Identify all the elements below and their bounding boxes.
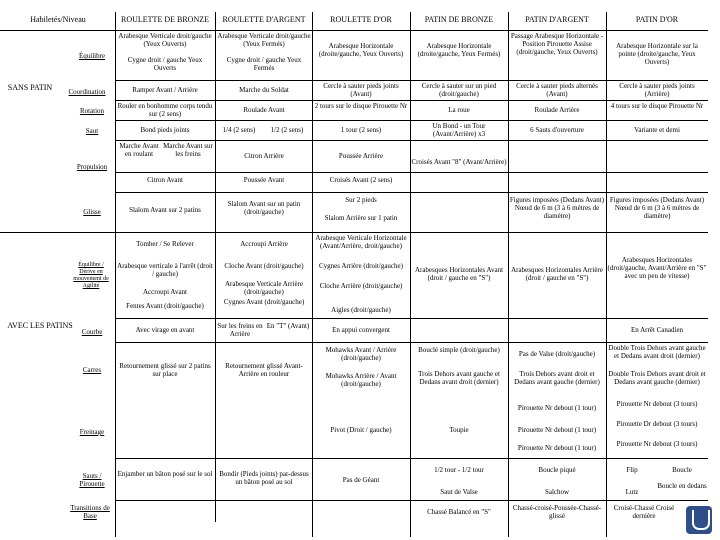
cell: Pirouette Dr debout (3 tours) <box>616 420 698 428</box>
cell: 4 tours sur le disque Pirouette Nr <box>610 102 704 110</box>
skill-freinage: Freinage <box>79 428 105 436</box>
cell: La roue <box>448 106 470 114</box>
cell: Pirouette Nr debout (3 tours) <box>616 400 698 408</box>
cell: Cloche Avant (droit/gauche) <box>224 262 304 270</box>
grid-line <box>115 192 708 193</box>
cell: Roulade Arrière <box>534 106 580 114</box>
cell: 1/4 (2 sens) <box>222 126 256 134</box>
grid-line <box>115 458 708 459</box>
skill-glisse: Glisse <box>83 208 101 216</box>
grid-line <box>115 342 708 343</box>
cell: Boucle en dedans <box>657 482 707 490</box>
cell: Retournement glissé sur 2 patins sur place <box>119 362 211 378</box>
cell: Toupie <box>449 426 469 434</box>
cell: Double Trois Dehors avant gauche et Dedans avant droit (dernier) <box>608 344 706 360</box>
cell: 2 tours sur le disque Pirouette Nr <box>314 102 408 110</box>
cell: Mohawks Arrière / Avant (droit/gauche) <box>325 372 397 388</box>
cell: Roulade Avant <box>243 106 285 114</box>
cell: Figures imposées (Dedans Avant) Nœud de 6 m (3 à 6 mètres de diamètre) <box>609 196 705 220</box>
cell: Pirouette Nr debout (1 tour) <box>517 404 597 412</box>
cell: Arabesque Horizontale (droite/gauche, Yeux Fermés) <box>417 42 501 58</box>
cell: Enjamber un bâton posé sur le sol <box>117 470 213 478</box>
cell: Boucle <box>672 466 692 474</box>
header-roulette-bronze: ROULETTE DE BRONZE <box>121 15 209 24</box>
header-patin-bronze: PATIN DE BRONZE <box>424 15 494 24</box>
cell: Arabesque Verticale Horizontale (Avant/Arrière, droit/gauche) <box>315 234 407 250</box>
grid-line <box>0 232 708 233</box>
cell: Accroupi Arrière <box>240 240 288 248</box>
cell: En appui convergent <box>332 326 390 334</box>
cell: Passage Arabesque Horizontale - Position Pirouette Assise (droit/gauche, Yeux Ouverts) <box>510 32 604 56</box>
cell: Tomber / Se Relever <box>136 240 194 248</box>
cell: Sur les freins en Arrière <box>217 322 263 338</box>
skill-saut: Saut <box>85 127 99 135</box>
skill-sauts: Sauts / Pirouette <box>79 472 105 488</box>
cell: Aigles (droit/gauche) <box>331 306 391 314</box>
skill-equilibre-derive: Équilibre / Dérive en mouvement de Agilité <box>73 262 109 289</box>
cell: En Arrêt Canadien <box>630 326 684 334</box>
cell: Arabesque verticale à l'arrêt (droit / gauche) <box>117 262 213 278</box>
cell: Marche Avant sur les freins <box>163 142 213 158</box>
cell: Bond pieds joints <box>140 126 190 134</box>
cell: Chassé Balancé en "S" <box>427 508 491 516</box>
cell: Poussée Avant <box>243 176 285 184</box>
cell: Arabesque Horizontale sur la pointe (droite/gauche, Yeux Ouverts) <box>616 42 698 66</box>
cell: 1 tour (2 sens) <box>340 126 382 134</box>
cell: Trois Dehors avant droit et Dedans avant gauche (dernier) <box>514 370 600 386</box>
cell: Arabesques Horizontales Arrière (droit / gauche en "S") <box>511 266 603 282</box>
cell: Croisés Avant (2 sens) <box>329 176 393 184</box>
cell: Pivot (Droit / gauche) <box>330 426 392 434</box>
cell: Double Trois Dehors avant droit et Dedans avant gauche (dernier) <box>608 370 706 386</box>
skill-coordination: Coordination <box>68 88 106 96</box>
cell: Pas de Valse (droit/gauche) <box>518 350 596 358</box>
cell: Ramper Avant / Arrière <box>132 86 198 94</box>
skill-rotation: Rotation <box>79 107 105 115</box>
grid-line <box>115 120 708 121</box>
cell: 6 Sauts d'ouverture <box>530 126 584 134</box>
cell: Marche Avant en roulant <box>119 142 159 158</box>
grid-line <box>115 500 708 501</box>
cell: Croisés Avant "8" (Avant/Arrière) <box>411 158 507 166</box>
cell: Croisé-Chassé Croisé dernière <box>613 504 675 520</box>
cell: Poussée Arrière <box>338 152 384 160</box>
cell: En "T" (Avant) <box>266 322 310 330</box>
cell: Arabesque Verticale droit/gauche (Yeux Ouverts) <box>118 32 212 48</box>
cell: Pirouette Nr debout (1 tour) <box>517 426 597 434</box>
home-icon[interactable] <box>686 506 712 534</box>
cell: Pirouette Nr debout (3 tours) <box>616 440 698 448</box>
skill-equilibre: Équilibre <box>78 52 106 60</box>
section-avec-patins: AVEC LES PATINS <box>7 321 73 330</box>
skill-courbe: Courbe <box>81 328 103 336</box>
cell: Cercle à sauter pieds alternés (Avant) <box>516 82 598 98</box>
skill-carres: Carres <box>82 366 102 374</box>
cell: Cercle à sauter pieds joints (Avant) <box>323 82 399 98</box>
grid-line <box>115 80 708 81</box>
cell: Arabesques Horizontales (droit/gauche, Avant/Arrière en "S" avec un peu de vitesse) <box>607 256 707 280</box>
cell: Arabesque Verticale droit/gauche (Yeux Fermés) <box>217 32 311 48</box>
grid-line <box>0 30 708 31</box>
cell: Cercle à sauter pieds joints (Arrière) <box>619 82 695 98</box>
cell: Cygnes Avant (droit/gauche) <box>223 298 305 306</box>
cell: Sur 2 pieds <box>345 196 377 204</box>
cell: Salchow <box>544 488 570 496</box>
section-sans-patin: SANS PATIN <box>7 83 53 92</box>
cell: Trois Dehors avant gauche et Dedans avant droit (dernier) <box>418 370 500 386</box>
cell: Bouclé simple (droit/gauche) <box>418 346 500 354</box>
skill-propulsion: Propulsion <box>76 163 108 171</box>
cell: Cloche Arrière (droit/gauche) <box>319 282 403 290</box>
cell: Mohawks Avant / Arrière (droit/gauche) <box>325 346 397 362</box>
cell: Slalom Arrière sur 1 patin <box>324 214 398 222</box>
cell: Figures imposées (Dedans Avant) Nœud de 6 m (3 à 6 mètres de diamètre) <box>509 196 605 220</box>
skill-transitions: Transitions de Base <box>70 504 110 520</box>
u-shape-icon <box>692 510 710 530</box>
header-skills: Habiletés/Niveau <box>30 15 86 24</box>
cell: Un Bond - un Tour (Avant/Arrière) x3 <box>432 122 486 138</box>
cell: Arabesque Horizontale (droite/gauche, Yeux Ouverts) <box>318 42 404 58</box>
grid-line <box>115 318 708 319</box>
cell: Arabesque Verticale Arrière (droit/gauche) <box>225 280 303 296</box>
cell: Cygne droit / gauche Yeux Fermés <box>226 56 302 72</box>
cell: Slalom Avant sur 2 patins <box>129 206 201 214</box>
cell: Avec virage en avant <box>135 326 195 334</box>
grid-line <box>115 100 708 101</box>
cell: Arabesques Horizontales Avant (droit / gauche en "S") <box>414 266 504 282</box>
cell: Citron Arrière <box>244 152 284 160</box>
cell: Accroupi Avant <box>143 288 187 296</box>
cell: Flip <box>626 466 638 474</box>
cell: Pirouette Nr debout (1 tour) <box>517 444 597 452</box>
cell: Cygnes Arrière (droit/gauche) <box>319 262 403 270</box>
header-patin-or: PATIN D'OR <box>635 15 679 24</box>
cell: 1/2 (2 sens) <box>270 126 304 134</box>
cell: Slalom Avant sur un patin (droit/gauche) <box>227 200 301 216</box>
cell: Chassé-croisé-Poussée-Chassé-glissé <box>512 504 602 520</box>
cell: Retournement glissé Avant-Arrière en rouleur <box>225 362 303 378</box>
cell: Lutz <box>625 488 639 496</box>
header-patin-argent: PATIN D'ARGENT <box>525 15 589 24</box>
cell: 1/2 tour - 1/2 tour <box>434 466 484 474</box>
cell: Variante et demi <box>634 126 680 134</box>
cell: Cygne droit / gauche Yeux Ouverts <box>127 56 203 72</box>
header-roulette-argent: ROULETTE D'ARGENT <box>222 15 306 24</box>
header-roulette-or: ROULETTE D'OR <box>330 15 392 24</box>
grid-line <box>115 140 708 141</box>
grid-line <box>115 172 708 173</box>
cell: Boucle piqué <box>538 466 576 474</box>
cell: Citron Avant <box>147 176 183 184</box>
cell: Saut de Valse <box>440 488 478 496</box>
cell: Fentes Avant (droit/gauche) <box>126 302 204 310</box>
cell: Cercle à sauter sur un pied (droit/gauche) <box>421 82 497 98</box>
cell: Bondir (Pieds joints) par-dessus un bâton posé au sol <box>219 470 309 486</box>
cell: Rouler en bonhomme corps tendu sur (2 sens) <box>117 102 213 118</box>
cell: Pas de Géant <box>342 476 380 484</box>
cell: Marche du Soldat <box>239 86 289 94</box>
